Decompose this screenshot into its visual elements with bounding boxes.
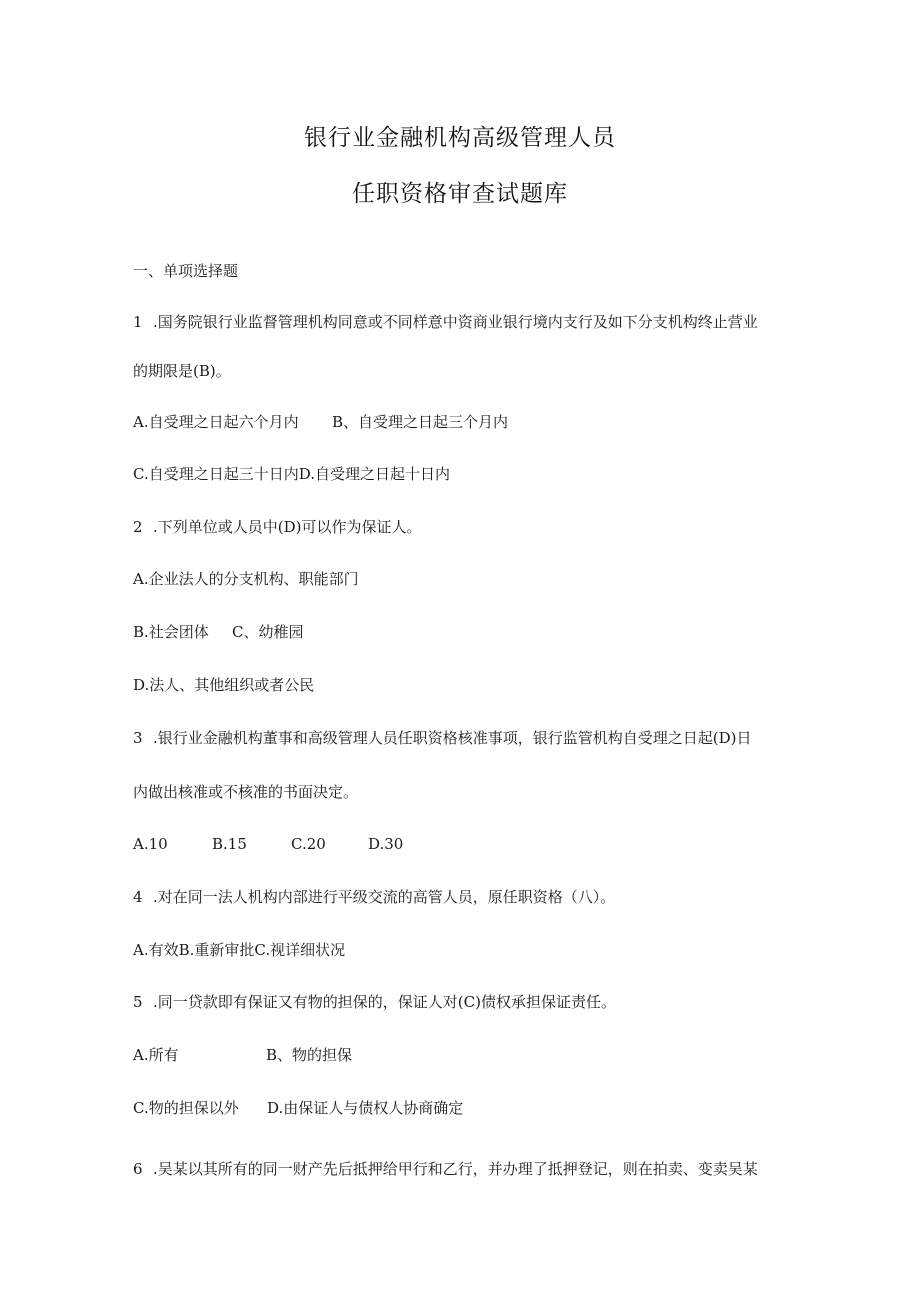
- option-b: B、物的担保: [266, 1046, 353, 1064]
- question-2-line1: [133, 516, 422, 537]
- question-2-options-row1: [133, 568, 359, 589]
- question-2-options-row3: [133, 674, 314, 695]
- question-2-number: 2: [133, 518, 143, 536]
- option-a: A.所有: [133, 1046, 179, 1064]
- question-5-options-row2: [133, 1097, 463, 1118]
- question-4-number: 4: [133, 888, 143, 906]
- document-title-line1: 银行业金融机构高级管理人员: [304, 125, 616, 151]
- question-5-line1: [133, 991, 616, 1012]
- option-a: A.10: [133, 835, 168, 853]
- question-4-line1: [133, 886, 615, 907]
- option-d: D.30: [368, 835, 404, 853]
- question-2-text: .下列单位或人员中(D)可以作为保证人。: [153, 518, 422, 536]
- option-b: B.社会团体: [133, 623, 209, 641]
- question-3-line1: [133, 727, 752, 748]
- question-5-text: .同一贷款即有保证又有物的担保的，保证人对(C)债权承担保证责任。: [153, 993, 616, 1011]
- option-c: C.20: [291, 835, 326, 853]
- question-6-line1: [133, 1158, 758, 1179]
- question-1-number: 1: [133, 313, 143, 331]
- option-b: B、自受理之日起三个月内: [332, 413, 509, 431]
- question-6-text: .吴某以其所有的同一财产先后抵押给甲行和乙行，并办理了抵押登记，则在拍卖、变卖吴某: [153, 1160, 758, 1178]
- question-2-options-row2: [133, 621, 303, 642]
- question-5-number: 5: [133, 993, 143, 1011]
- option-c: C、幼稚园: [232, 623, 304, 641]
- options-a-b-c: A.有效B.重新审批C.视详细状况: [133, 941, 346, 959]
- option-d: D.由保证人与债权人协商确定: [267, 1099, 464, 1117]
- question-1-text: .国务院银行业监督管理机构同意或不同样意中资商业银行境内支行及如下分支机构终止营业: [153, 313, 758, 331]
- document-title-line2: 任职资格审查试题库: [352, 181, 568, 207]
- question-5-options-row1: [133, 1044, 352, 1065]
- question-1-options-row2: [133, 463, 450, 484]
- question-1-line1: [133, 311, 758, 332]
- option-c-d: C.自受理之日起三十日内D.自受理之日起十日内: [133, 465, 450, 483]
- option-b: B.15: [212, 835, 247, 853]
- question-1-line2: 的期限是(B)。: [133, 362, 231, 380]
- question-4-options-row1: [133, 939, 345, 960]
- question-3-number: 3: [133, 729, 143, 747]
- question-3-options-row1: [133, 835, 403, 853]
- question-3-line2: 内做出核准或不核准的书面决定。: [133, 783, 359, 801]
- option-a: A.企业法人的分支机构、职能部门: [133, 570, 359, 588]
- option-a: A.自受理之日起六个月内: [133, 413, 299, 431]
- option-c: C.物的担保以外: [133, 1099, 239, 1117]
- option-d: D.法人、其他组织或者公民: [133, 676, 315, 694]
- question-1-options-row1: [133, 411, 508, 432]
- question-4-text: .对在同一法人机构内部进行平级交流的高管人员，原任职资格（八）。: [153, 888, 616, 906]
- question-6-number: 6: [133, 1160, 143, 1178]
- question-3-text: .银行业金融机构董事和高级管理人员任职资格核准事项，银行监管机构自受理之日起(D)日: [153, 729, 752, 747]
- section-heading: 一、单项选择题: [133, 262, 239, 280]
